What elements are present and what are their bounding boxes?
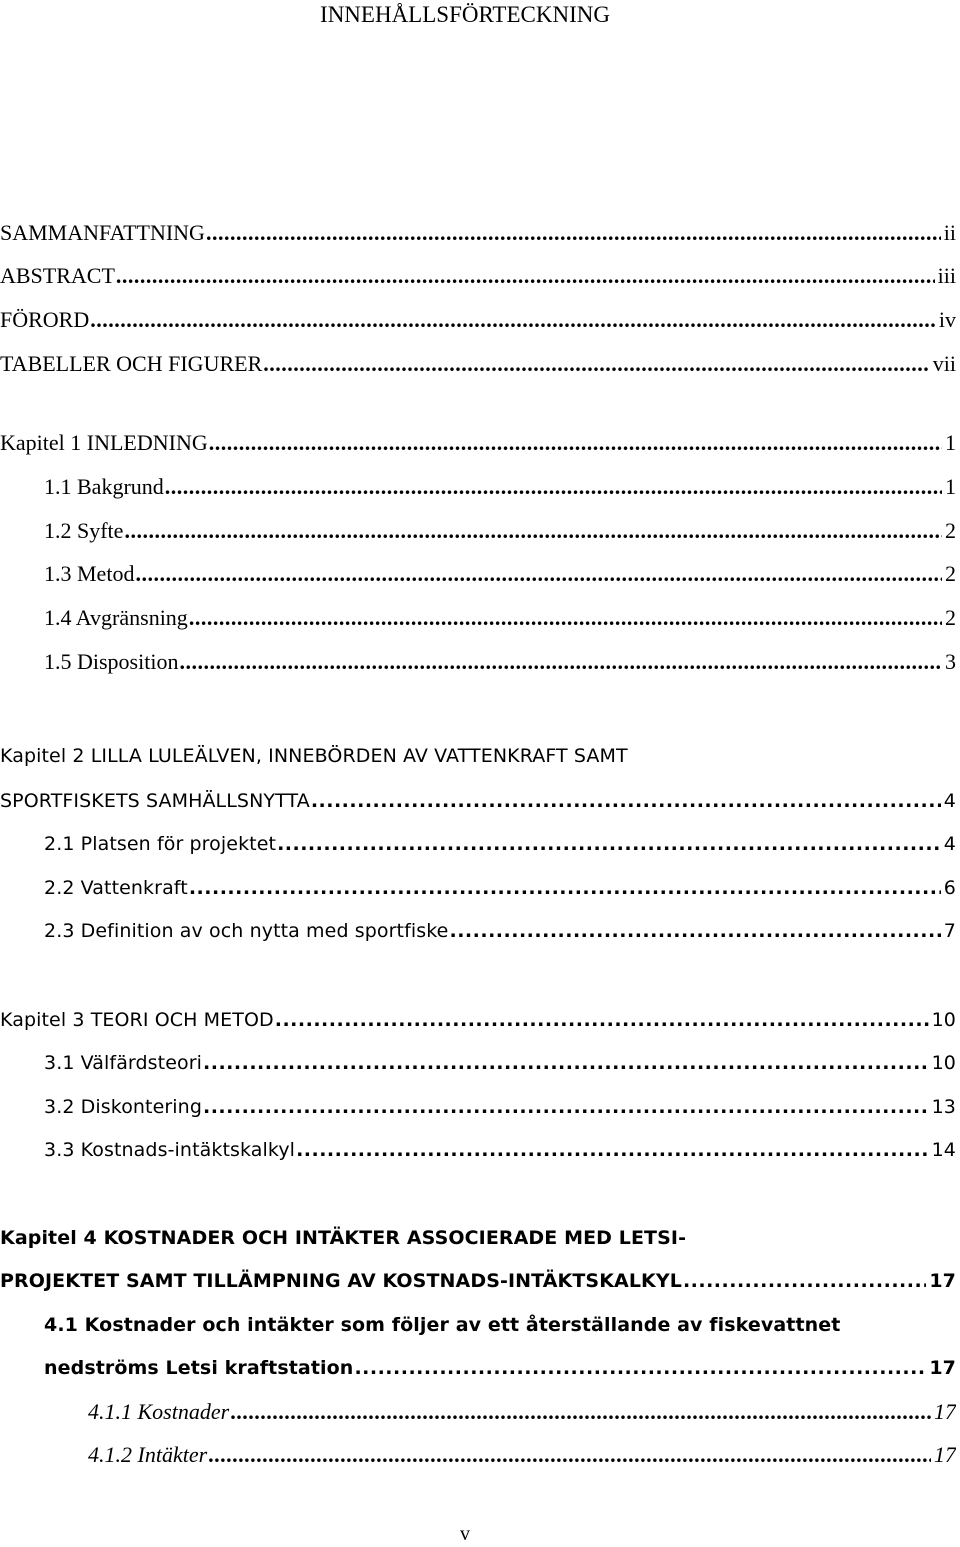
toc-leader-dots [90,305,936,335]
toc-entry-1-4[interactable] [44,603,956,633]
toc-entry-label: TABELLER OCH FIGURER [0,351,263,376]
toc-entry-label: 1.5 Disposition [44,649,179,674]
toc-entry-label: 4.1.1 Kostnader [88,1399,230,1424]
toc-entry-label: 1.1 Bakgrund [44,474,164,499]
toc-leader-dots [296,1135,929,1165]
toc-entry-1-3[interactable] [44,559,956,589]
toc-entry-kapitel-2-line-2[interactable] [0,786,956,816]
toc-leader-dots [683,1266,926,1296]
toc-entry-page: 17 [929,1270,956,1292]
toc-entry-page: 17 [934,1399,956,1424]
toc-entry-label: Kapitel 3 TEORI OCH METOD [0,1009,274,1031]
toc-entry-label: 1.4 Avgränsning [44,605,188,630]
toc-entry-3-3[interactable] [44,1135,956,1165]
toc-leader-dots [263,349,930,379]
toc-entry-page: 17 [934,1442,956,1467]
toc-entry-kapitel-1[interactable] [0,428,956,458]
toc-entry-label: 2.3 Definition av och nytta med sportfiske [44,920,449,942]
toc-entry-forord[interactable] [0,305,956,335]
toc-entry-1-1[interactable] [44,472,956,502]
toc-entry-label: Kapitel 2 LILLA LULEÄLVEN, INNEBÖRDEN AV VATTENKRAFT SAMT [0,745,628,767]
toc-leader-dots [311,786,941,816]
toc-entry-page: 1 [945,430,956,455]
toc-entry-2-1[interactable] [44,829,956,859]
toc-entry-page: 3 [945,649,956,674]
toc-entry-page: 4 [943,833,956,855]
toc-entry-page: 2 [945,605,956,630]
toc-entry-page: 4 [943,790,956,812]
toc-entry-kapitel-4-line-2[interactable] [0,1266,956,1296]
toc-entry-label: PROJEKTET SAMT TILLÄMPNING AV KOSTNADS-INTÄKTSKALKYL [0,1270,682,1292]
toc-leader-dots [179,647,942,677]
toc-entry-2-2[interactable] [44,873,956,903]
toc-leader-dots [208,1440,931,1470]
toc-entry-page: 10 [931,1052,956,1074]
toc-entry-label: Kapitel 4 KOSTNADER OCH INTÄKTER ASSOCIERADE MED LETSI- [0,1227,687,1249]
toc-entry-page: 6 [943,877,956,899]
footer-page-number: v [460,1523,470,1545]
toc-entry-label: 3.1 Välfärdsteori [44,1052,203,1074]
toc-entry-label: Kapitel 1 INLEDNING [0,430,208,455]
toc-entry-label: 1.3 Metod [44,561,135,586]
toc-leader-dots [165,472,942,502]
toc-entry-page: ii [943,220,956,245]
toc-entry-label: 3.3 Kostnads-intäktskalkyl [44,1139,296,1161]
toc-entry-page: 17 [929,1357,956,1379]
toc-entry-page: 14 [931,1139,956,1161]
toc-leader-dots [189,603,942,633]
toc-entry-page: 2 [945,561,956,586]
toc-entry-abstract[interactable] [0,261,956,291]
toc-entry-4-1-2[interactable] [88,1440,956,1470]
toc-leader-dots [116,261,935,291]
toc-entry-4-1-line-2[interactable] [44,1353,956,1383]
toc-entry-page: 1 [945,474,956,499]
toc-entry-page: iv [938,307,956,332]
toc-leader-dots [209,428,942,458]
toc-entry-2-3[interactable] [44,916,956,946]
toc-entry-label: 4.1 Kostnader och intäkter som följer av ett återställande av fiskevattnet [44,1314,841,1336]
toc-entry-label: 3.2 Diskontering [44,1096,202,1118]
toc-entry-3-2[interactable] [44,1092,956,1122]
toc-entry-label: 4.1.2 Intäkter [88,1442,208,1467]
toc-leader-dots [203,1092,929,1122]
toc-entry-sammanfattning[interactable] [0,218,956,248]
toc-entry-label: 2.2 Vattenkraft [44,877,188,899]
toc-entry-1-2[interactable] [44,516,956,546]
toc-leader-dots [124,516,942,546]
toc-entry-page: 2 [945,518,956,543]
toc-leader-dots [354,1353,926,1383]
toc-entry-page: 7 [943,920,956,942]
toc-entry-1-5[interactable] [44,647,956,677]
toc-leader-dots [189,873,941,903]
toc-entry-4-1-1[interactable] [88,1397,956,1427]
toc-entry-4-1-line-1[interactable] [44,1310,956,1340]
toc-leader-dots [277,829,941,859]
toc-entry-page: iii [937,263,956,288]
toc-entry-3-1[interactable] [44,1048,956,1078]
toc-leader-dots [449,916,940,946]
toc-entry-label: SPORTFISKETS SAMHÄLLSNYTTA [0,790,310,812]
toc-leader-dots [275,1005,929,1035]
toc-entry-kapitel-3[interactable] [0,1005,956,1035]
toc-entry-label: FÖRORD [0,307,90,332]
page-title: INNEHÅLLSFÖRTECKNING [320,2,610,27]
toc-entry-label: 2.1 Platsen för projektet [44,833,277,855]
toc-leader-dots [203,1048,929,1078]
toc-leader-dots [230,1397,931,1427]
toc-entry-page: 10 [931,1009,956,1031]
toc-leader-dots [206,218,941,248]
toc-entry-page: 13 [931,1096,956,1118]
toc-entry-label: nedströms Letsi kraftstation [44,1357,354,1379]
toc-entry-kapitel-4-line-1[interactable] [0,1223,956,1253]
toc-entry-label: SAMMANFATTNING [0,220,205,245]
toc-entry-tabeller-och-figurer[interactable] [0,349,956,379]
toc-leader-dots [135,559,942,589]
toc-entry-kapitel-2-line-1[interactable] [0,741,956,771]
toc-entry-label: 1.2 Syfte [44,518,124,543]
toc-entry-label: ABSTRACT [0,263,115,288]
toc-entry-page: vii [932,351,956,376]
